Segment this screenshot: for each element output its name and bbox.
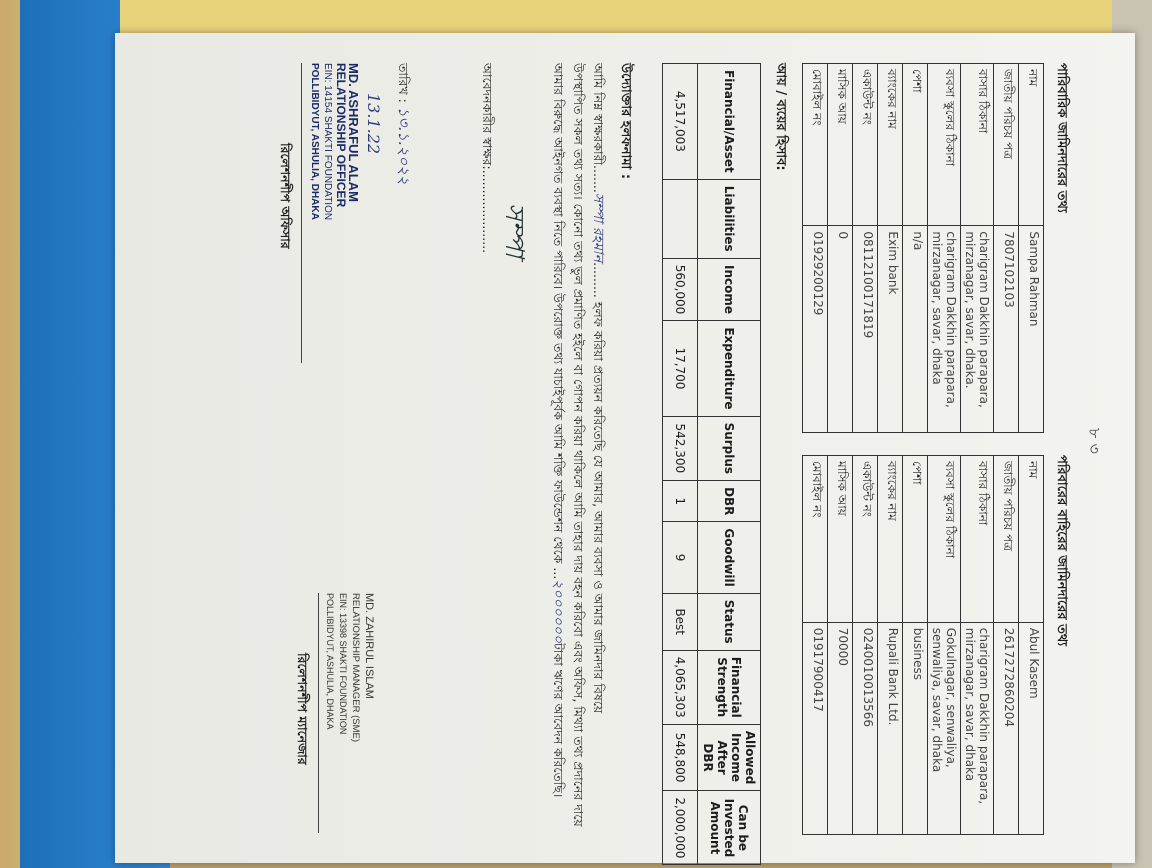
officer-block	[273, 63, 383, 393]
field-label: জাতীয় পরিচয় পত্র	[994, 64, 1019, 226]
column-header: Financial/Asset	[698, 64, 761, 180]
table-row	[878, 456, 903, 835]
field-label: মাসিক আয়	[828, 64, 853, 226]
field-label: পেশা	[903, 64, 928, 226]
field-value: charigram Dakkhin parapara, mirzanagar, savar, dhaka	[928, 226, 961, 433]
field-value: Sampa Rahman	[1019, 226, 1044, 433]
table-cell: 4,065,303	[663, 650, 698, 724]
field-label: নাম	[1019, 456, 1044, 623]
column-header: Status	[698, 593, 761, 650]
manager-signature-line	[318, 593, 319, 833]
column-header: Expenditure	[698, 321, 761, 416]
officer-branch: POLLIBIDYUT, ASHULIA, DHAKA	[309, 63, 320, 220]
family-guarantor-title: পারিবারিক জামিনদারের তথ্য	[1054, 63, 1069, 213]
table-row	[853, 64, 878, 433]
field-value: charigram Dakkhin parapara, mirzanagar, savar, dhaka.	[961, 226, 994, 433]
table-row	[828, 64, 853, 433]
declaration-line1-pre: আমি নিম্ন স্বাক্ষরকারী.......	[591, 63, 606, 193]
table-cell: 1	[663, 481, 698, 522]
income-expense-table	[662, 63, 761, 865]
officer-stamp	[308, 63, 360, 393]
manager-stamp	[323, 593, 375, 853]
table-row	[928, 64, 961, 433]
manager-ein: EIN: 13398 SHAKTI FOUNDATION	[338, 593, 348, 735]
table-cell: 9	[663, 522, 698, 593]
table-cell: Best	[663, 593, 698, 650]
field-value: 70000	[828, 622, 853, 834]
table-row	[994, 64, 1019, 433]
field-value: n/a	[903, 226, 928, 433]
field-value: 01917900417	[803, 622, 828, 834]
field-value: 08112100171819	[853, 226, 878, 433]
column-header: Income	[698, 258, 761, 321]
table-row	[961, 64, 994, 433]
column-header: DBR	[698, 481, 761, 522]
table-row	[1019, 64, 1044, 433]
income-expense-section	[662, 63, 790, 859]
field-label: মোবাইল নং	[803, 456, 828, 623]
declaration-line2: উপস্থাপিত সকল তথ্য সত্য। কোনো তথ্য ভুল প্রমাণিত হইলে বা গোপন করিয়া থাকিলে আমি তাহার দায় বহন করিবো এবং অফিস, মিথ্যা তথ্য প্রদানের দায়ে	[571, 63, 586, 827]
applicant-signature: সম্পা	[499, 203, 529, 258]
field-value: business	[903, 622, 928, 834]
table-cell: 2,000,000	[663, 791, 698, 865]
field-value: 01929200129	[803, 226, 828, 433]
officer-name: MD. ASHRAFUL ALAM	[346, 63, 361, 202]
field-value: charigram Dakkhin parapara, mirzanagar, savar, dhaka	[961, 622, 994, 834]
field-label: ব্যবসা স্কুলের ঠিকানা	[928, 64, 961, 226]
field-label: একাউন্ট নং	[853, 64, 878, 226]
table-row	[994, 456, 1019, 835]
income-expense-title: আয় / ব্যয়ের হিসাব:	[773, 63, 788, 171]
table-cell: 560,000	[663, 258, 698, 321]
field-label: জাতীয় পরিচয় পত্র	[994, 456, 1019, 623]
officer-designation: RELATIONSHIP OFFICER	[334, 63, 348, 208]
table-row	[803, 64, 828, 433]
field-value: Rupali Bank Ltd.	[878, 622, 903, 834]
family-guarantor-table	[802, 63, 1044, 433]
header-mark: ৮ ৩	[1085, 428, 1104, 454]
column-header: Can be Invested Amount	[698, 791, 761, 865]
table-cell: 4,517,003	[663, 64, 698, 180]
officer-signature-line	[301, 63, 302, 363]
external-guarantor-title: পরিবারের বাহিরের জামিনদারের তথ্য	[1054, 455, 1069, 647]
field-label: ব্যাংকের নাম	[878, 456, 903, 623]
declaration-text	[548, 63, 608, 853]
field-value: Abul Kasem	[1019, 622, 1044, 834]
table-row	[663, 64, 698, 865]
field-label: বাসার ঠিকানা	[961, 456, 994, 623]
manager-designation: RELATIONSHIP MANAGER (SME)	[350, 593, 361, 743]
table-cell: 542,300	[663, 416, 698, 481]
declaration-title: উদ্যোক্তার হলফনামা :	[618, 63, 633, 180]
table-cell: 548,800	[663, 724, 698, 791]
declaration-line1-post: ......... হলফ করিয়া প্রত্যয়ন করিতেছি যে আমার, আমার ব্যবসা ও আমার জামিনদার বিষয়ে	[591, 262, 606, 714]
table-row	[878, 64, 903, 433]
field-value: 2617272860204	[994, 622, 1019, 834]
field-label: মাসিক আয়	[828, 456, 853, 623]
applicant-signature-label: আবেদনকারীর স্বাক্ষর:.....................	[480, 63, 495, 254]
table-cell	[663, 179, 698, 258]
handwritten-amount: ২০০০০০০	[550, 579, 566, 644]
handwritten-name: সম্পা রহমান	[590, 192, 606, 263]
date-label: তারিখ :	[396, 63, 411, 103]
field-value: 0240010013566	[853, 622, 878, 834]
field-label: মোবাইল নং	[803, 64, 828, 226]
table-row	[803, 456, 828, 835]
field-value: 7807102103	[994, 226, 1019, 433]
declaration-line3-post: টাকা ঋণের আবেদন করিতেছি।	[551, 643, 566, 798]
field-value: 0	[828, 226, 853, 433]
column-header: Financial Strength	[698, 650, 761, 724]
applicant-signature-block	[475, 63, 529, 423]
column-header: Liabilities	[698, 179, 761, 258]
declaration-section	[548, 63, 635, 853]
table-row	[853, 456, 878, 835]
officer-sign-date: 13.1.22	[364, 93, 383, 155]
field-value: Gokulnagar, senwaliya, senwaliya, savar, dhaka	[928, 622, 961, 834]
field-label: একাউন্ট নং	[853, 456, 878, 623]
table-row	[828, 456, 853, 835]
external-guarantor-table	[802, 455, 1044, 835]
column-header: Allowed Income After DBR	[698, 724, 761, 791]
family-guarantor-section	[802, 63, 1071, 433]
date-block	[390, 63, 415, 423]
field-value: Exim bank	[878, 226, 903, 433]
date-value: ১৩.১.২০২২	[395, 106, 413, 185]
manager-role: রিলেশনশীপ ম্যানেজার	[295, 653, 310, 765]
field-label: ব্যবসা স্কুলের ঠিকানা	[928, 456, 961, 623]
external-guarantor-section	[802, 455, 1071, 835]
declaration-line3-pre: আমার বিরুদ্ধে আইনগত ব্যবস্থা নিতে পারিবে। উপরোক্ত তথ্য যাচাইপূর্বক আমি শক্তি ফাউন্ডেশন থেকে ...	[551, 63, 566, 580]
officer-ein: EIN: 14154 SHAKTI FOUNDATION	[322, 63, 333, 221]
field-label: ব্যাংকের নাম	[878, 64, 903, 226]
form-sheet	[115, 33, 1135, 863]
column-header: Surplus	[698, 416, 761, 481]
table-row	[928, 456, 961, 835]
manager-block	[290, 593, 375, 853]
table-row	[903, 64, 928, 433]
table-row	[1019, 456, 1044, 835]
table-row	[961, 456, 994, 835]
manager-name: MD. ZAHIRUL ISLAM	[363, 593, 375, 699]
manager-branch: POLLIBIDYUT, ASHULIA, DHAKA	[325, 593, 335, 730]
field-label: বাসার ঠিকানা	[961, 64, 994, 226]
table-cell: 17,700	[663, 321, 698, 416]
column-header: Goodwill	[698, 522, 761, 593]
table-row	[903, 456, 928, 835]
field-label: পেশা	[903, 456, 928, 623]
officer-role: রিলেশনশীপ অফিসার	[278, 143, 293, 249]
field-label: নাম	[1019, 64, 1044, 226]
